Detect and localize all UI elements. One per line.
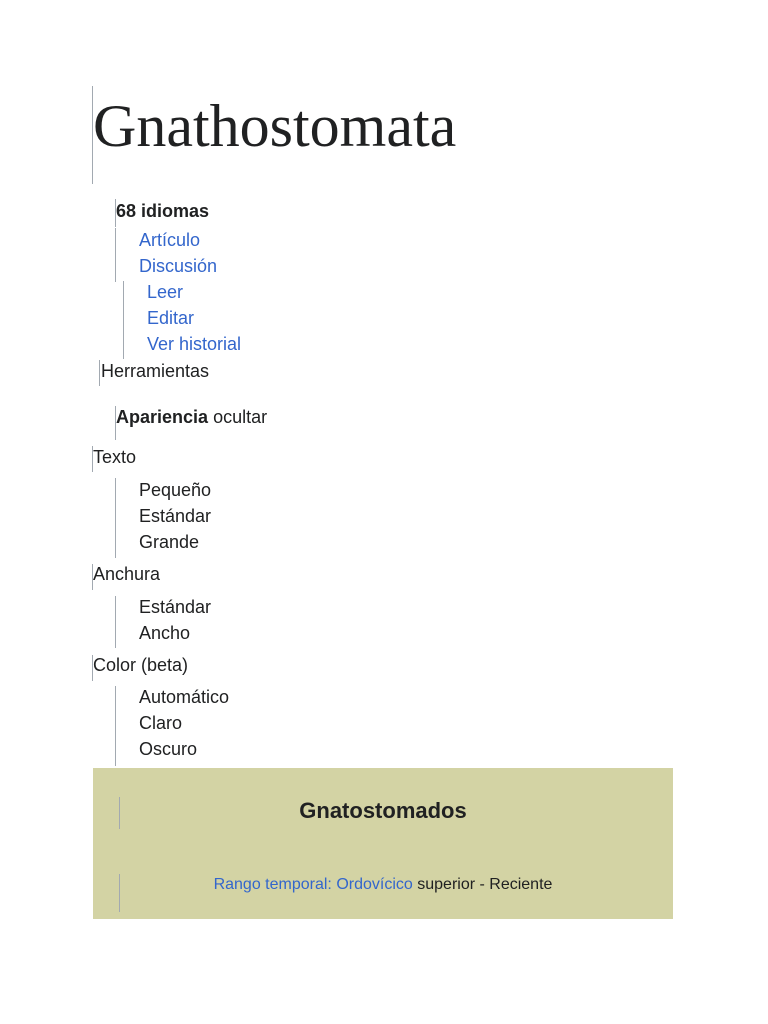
tab-article[interactable]: Artículo (139, 230, 201, 250)
appearance-header (116, 405, 267, 429)
infobox (93, 768, 673, 919)
color-option-light[interactable]: Claro (139, 713, 183, 733)
color-option-automatic[interactable]: Automático (139, 687, 230, 707)
divider (115, 686, 116, 766)
width-option-wide[interactable]: Ancho (139, 623, 191, 643)
text-size-option-large[interactable]: Grande (139, 532, 200, 552)
infobox-time-range (93, 874, 673, 896)
languages-button[interactable]: 68 idiomas (116, 201, 210, 221)
text-size-option-standard[interactable]: Estándar (139, 506, 212, 526)
color-option-dark[interactable]: Oscuro (139, 739, 198, 759)
color-label: Color (beta) (93, 655, 189, 675)
divider (115, 478, 116, 558)
divider (123, 281, 124, 359)
text-size-label: Texto (93, 447, 137, 467)
divider (99, 360, 100, 386)
divider (115, 228, 116, 282)
tab-discussion[interactable]: Discusión (139, 256, 218, 276)
appearance-label: Apariencia (116, 407, 209, 427)
infobox-title: Gnatostomados (299, 798, 467, 823)
width-option-standard[interactable]: Estándar (139, 597, 212, 617)
page-title: Gnathostomata (92, 86, 456, 184)
time-range-link[interactable]: Rango temporal: (213, 876, 332, 893)
tab-view-history[interactable]: Ver historial (147, 334, 242, 354)
appearance-hide-button[interactable]: ocultar (213, 407, 268, 427)
text-size-option-small[interactable]: Pequeño (139, 480, 212, 500)
divider (115, 596, 116, 648)
ordovician-link[interactable]: Ordovícico (336, 876, 413, 893)
tab-edit[interactable]: Editar (147, 308, 195, 328)
time-range-rest: superior - Reciente (417, 876, 553, 893)
width-label: Anchura (93, 564, 161, 584)
tools-dropdown[interactable]: Herramientas (101, 361, 210, 381)
tab-read[interactable]: Leer (147, 282, 184, 302)
